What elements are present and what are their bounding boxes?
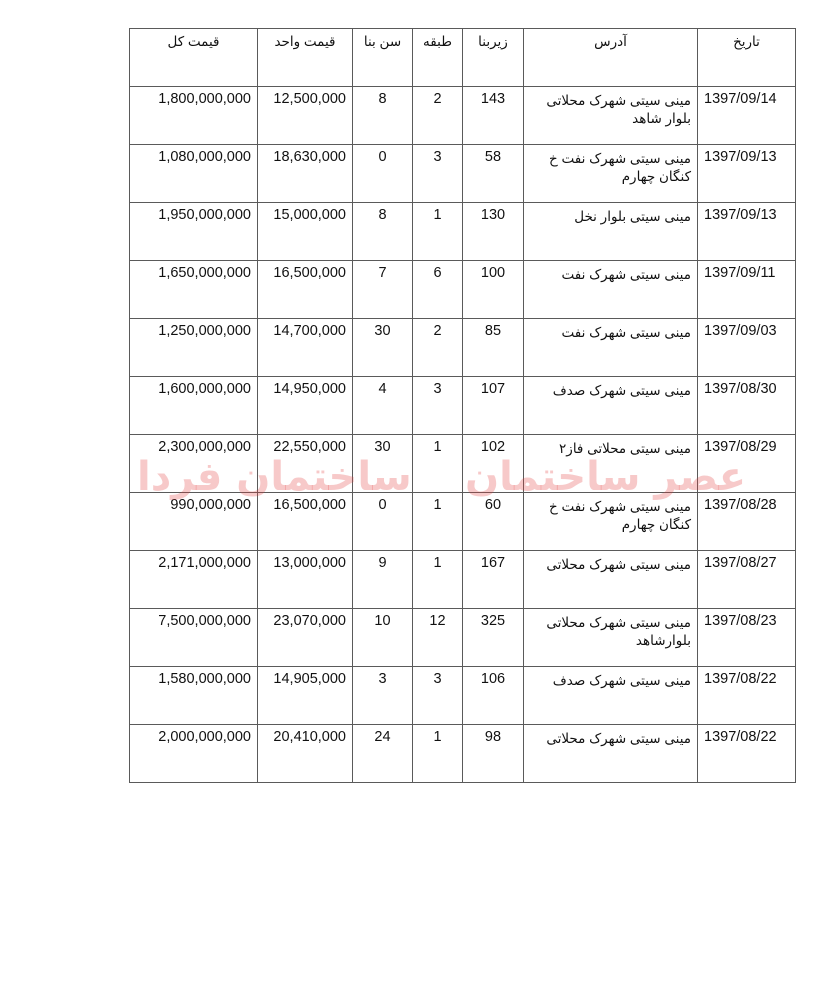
cell-address: مینی سیتی شهرک صدف xyxy=(524,667,698,725)
header-date: تاریخ xyxy=(698,29,796,87)
cell-unit-price: 16,500,000 xyxy=(258,261,353,319)
cell-age: 4 xyxy=(353,377,413,435)
cell-age: 10 xyxy=(353,609,413,667)
cell-floor: 1 xyxy=(413,435,463,493)
cell-unit-price: 16,500,000 xyxy=(258,493,353,551)
cell-total-price: 2,000,000,000 xyxy=(130,725,258,783)
cell-date: 1397/08/22 xyxy=(698,725,796,783)
cell-age: 30 xyxy=(353,435,413,493)
table-row xyxy=(130,435,796,493)
table-row xyxy=(130,725,796,783)
cell-unit-price: 14,700,000 xyxy=(258,319,353,377)
table-row xyxy=(130,667,796,725)
cell-area: 100 xyxy=(463,261,524,319)
table-row xyxy=(130,551,796,609)
table-row xyxy=(130,493,796,551)
cell-date: 1397/09/03 xyxy=(698,319,796,377)
cell-unit-price: 13,000,000 xyxy=(258,551,353,609)
cell-floor: 3 xyxy=(413,667,463,725)
cell-total-price: 1,650,000,000 xyxy=(130,261,258,319)
cell-date: 1397/08/23 xyxy=(698,609,796,667)
cell-area: 167 xyxy=(463,551,524,609)
header-total-price: قیمت کل xyxy=(130,29,258,87)
cell-age: 8 xyxy=(353,203,413,261)
cell-address: مینی سیتی شهرک نفت خ کنگان چهارم xyxy=(524,145,698,203)
cell-address: مینی سیتی شهرک نفت خ کنگان چهارم xyxy=(524,493,698,551)
cell-floor: 2 xyxy=(413,319,463,377)
cell-date: 1397/08/29 xyxy=(698,435,796,493)
cell-total-price: 2,300,000,000 xyxy=(130,435,258,493)
cell-date: 1397/08/27 xyxy=(698,551,796,609)
cell-area: 143 xyxy=(463,87,524,145)
cell-date: 1397/09/14 xyxy=(698,87,796,145)
cell-address: مینی سیتی محلاتی فاز۲ xyxy=(524,435,698,493)
cell-floor: 3 xyxy=(413,377,463,435)
cell-date: 1397/08/28 xyxy=(698,493,796,551)
cell-area: 106 xyxy=(463,667,524,725)
table-row xyxy=(130,145,796,203)
cell-age: 30 xyxy=(353,319,413,377)
cell-floor: 1 xyxy=(413,203,463,261)
cell-total-price: 1,080,000,000 xyxy=(130,145,258,203)
cell-floor: 1 xyxy=(413,725,463,783)
cell-address: مینی سیتی شهرک نفت xyxy=(524,319,698,377)
cell-area: 98 xyxy=(463,725,524,783)
cell-address: مینی سیتی شهرک محلاتی xyxy=(524,725,698,783)
table-row xyxy=(130,377,796,435)
cell-area: 107 xyxy=(463,377,524,435)
cell-total-price: 2,171,000,000 xyxy=(130,551,258,609)
cell-date: 1397/09/11 xyxy=(698,261,796,319)
cell-unit-price: 15,000,000 xyxy=(258,203,353,261)
table-body xyxy=(130,87,796,783)
cell-area: 102 xyxy=(463,435,524,493)
cell-floor: 2 xyxy=(413,87,463,145)
cell-address: مینی سیتی شهرک محلاتی xyxy=(524,551,698,609)
cell-total-price: 1,800,000,000 xyxy=(130,87,258,145)
cell-unit-price: 20,410,000 xyxy=(258,725,353,783)
cell-date: 1397/08/22 xyxy=(698,667,796,725)
cell-unit-price: 22,550,000 xyxy=(258,435,353,493)
header-area: زیربنا xyxy=(463,29,524,87)
cell-address: مینی سیتی شهرک محلاتی بلوار شاهد xyxy=(524,87,698,145)
cell-floor: 6 xyxy=(413,261,463,319)
cell-floor: 1 xyxy=(413,551,463,609)
cell-area: 60 xyxy=(463,493,524,551)
table-row xyxy=(130,609,796,667)
cell-address: مینی سیتی شهرک صدف xyxy=(524,377,698,435)
cell-unit-price: 12,500,000 xyxy=(258,87,353,145)
cell-total-price: 1,950,000,000 xyxy=(130,203,258,261)
table-row xyxy=(130,87,796,145)
table-header-row xyxy=(130,29,796,87)
cell-total-price: 7,500,000,000 xyxy=(130,609,258,667)
cell-unit-price: 23,070,000 xyxy=(258,609,353,667)
cell-unit-price: 18,630,000 xyxy=(258,145,353,203)
cell-floor: 12 xyxy=(413,609,463,667)
price-table-sheet xyxy=(129,28,795,783)
cell-address: مینی سیتی شهرک نفت xyxy=(524,261,698,319)
cell-date: 1397/08/30 xyxy=(698,377,796,435)
cell-total-price: 1,250,000,000 xyxy=(130,319,258,377)
cell-address: مینی سیتی بلوار نخل xyxy=(524,203,698,261)
cell-address: مینی سیتی شهرک محلاتی بلوارشاهد xyxy=(524,609,698,667)
cell-area: 130 xyxy=(463,203,524,261)
cell-age: 7 xyxy=(353,261,413,319)
cell-age: 8 xyxy=(353,87,413,145)
cell-age: 24 xyxy=(353,725,413,783)
real-estate-deals-table xyxy=(129,28,796,783)
cell-total-price: 1,600,000,000 xyxy=(130,377,258,435)
watermark-left-text: ساختمان فردا xyxy=(137,454,412,500)
cell-area: 325 xyxy=(463,609,524,667)
watermark-right-text: عصر ساختمان xyxy=(465,454,747,500)
header-unit-price: قیمت واحد xyxy=(258,29,353,87)
cell-date: 1397/09/13 xyxy=(698,203,796,261)
table-row xyxy=(130,319,796,377)
cell-total-price: 1,580,000,000 xyxy=(130,667,258,725)
cell-floor: 1 xyxy=(413,493,463,551)
cell-date: 1397/09/13 xyxy=(698,145,796,203)
cell-age: 3 xyxy=(353,667,413,725)
cell-unit-price: 14,905,000 xyxy=(258,667,353,725)
table-row xyxy=(130,261,796,319)
header-address: آدرس xyxy=(524,29,698,87)
header-age: سن بنا xyxy=(353,29,413,87)
cell-unit-price: 14,950,000 xyxy=(258,377,353,435)
cell-floor: 3 xyxy=(413,145,463,203)
cell-area: 85 xyxy=(463,319,524,377)
cell-age: 0 xyxy=(353,145,413,203)
cell-area: 58 xyxy=(463,145,524,203)
table-row xyxy=(130,203,796,261)
cell-age: 0 xyxy=(353,493,413,551)
cell-age: 9 xyxy=(353,551,413,609)
header-floor: طبقه xyxy=(413,29,463,87)
cell-total-price: 990,000,000 xyxy=(130,493,258,551)
